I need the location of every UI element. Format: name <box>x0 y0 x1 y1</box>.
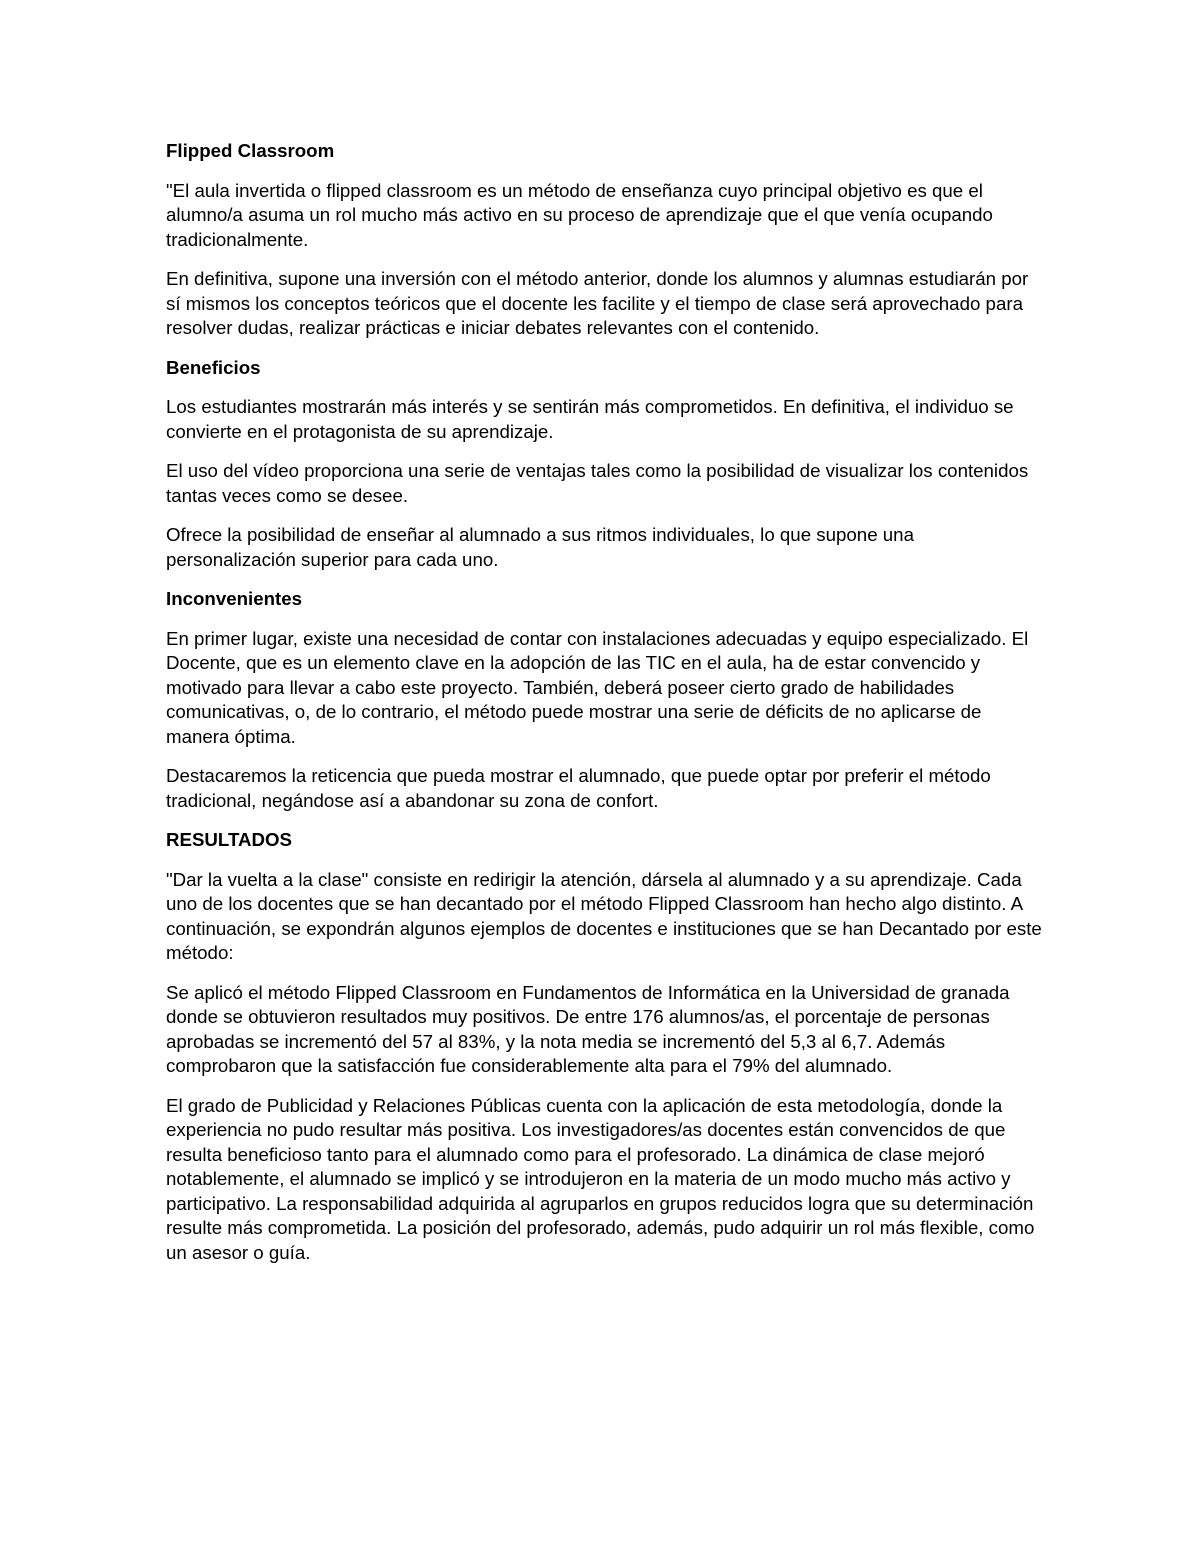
document-title: Flipped Classroom <box>166 140 335 161</box>
inconvenientes-paragraph-1: En primer lugar, existe una necesidad de contar con instalaciones adecuadas y equipo especializado. El Docente, que es un elemento clave en la adopción de las TIC en el aula, ha de estar convencido y motivado para llevar a cabo este proyecto. También, deberá poseer cierto grado de habilidades comunicativas, o, de lo contrario, el método puede mostrar una serie de déficits de no aplicarse de manera óptima. <box>166 627 1029 747</box>
beneficios-paragraph-2: El uso del vídeo proporciona una serie de ventajas tales como la posibilidad de visualizar los contenidos tantas veces como se desee. <box>166 460 1029 506</box>
resultados-paragraph-1: "Dar la vuelta a la clase" consiste en redirigir la atención, dársela al alumnado y a su aprendizaje. Cada uno de los docentes que se han decantado por el método Flipped Classroom han hecho algo distinto. A continuación, se expondrán algunos ejemplos de docentes e instituciones que se han Decantado por este método: <box>166 868 1042 963</box>
resultados-heading: RESULTADOS <box>166 829 292 850</box>
beneficios-heading: Beneficios <box>166 356 261 378</box>
inconvenientes-paragraph-2: Destacaremos la reticencia que pueda mostrar el alumnado, que puede optar por preferir el método tradicional, negándose así a abandonar su zona de confort. <box>166 765 991 811</box>
beneficios-paragraph-3: Ofrece la posibilidad de enseñar al alumnado a sus ritmos individuales, lo que supone una personalización superior para cada uno. <box>166 524 914 570</box>
intro-paragraph-2: En definitiva, supone una inversión con el método anterior, donde los alumnos y alumnas estudiarán por sí mismos los conceptos teóricos que el docente les facilite y el tiempo de clase será aprovechado para resolver dudas, realizar prácticas e iniciar debates relevantes con el contenido. <box>166 268 1029 338</box>
document-page <box>166 139 1046 1280</box>
inconvenientes-heading: Inconvenientes <box>166 588 303 609</box>
beneficios-paragraph-1: Los estudiantes mostrarán más interés y se sentirán más comprometidos. En definitiva, el individuo se convierte en el protagonista de su aprendizaje. <box>166 396 1014 442</box>
resultados-paragraph-2: Se aplicó el método Flipped Classroom en Fundamentos de Informática en la Universidad de granada donde se obtuvieron resultados muy positivos. De entre 176 alumnos/as, el porcentaje de personas aprobadas se incrementó del 57 al 83%, y la nota media se incrementó del 5,3 al 6,7. Además comprobaron que la satisfacción fue considerablemente alta para el 79% del alumnado. <box>166 981 1010 1076</box>
intro-paragraph-1: "El aula invertida o flipped classroom es un método de enseñanza cuyo principal objetivo es que el alumno/a asuma un rol mucho más activo en su proceso de aprendizaje que el que venía ocupando tradicionalmente. <box>166 179 993 250</box>
resultados-paragraph-3: El grado de Publicidad y Relaciones Públicas cuenta con la aplicación de esta metodología, donde la experiencia no pudo resultar más positiva. Los investigadores/as docentes están convencidos de que resulta beneficioso tanto para el alumnado como para el profesorado. La dinámica de clase mejoró notablemente, el alumnado se implicó y se introdujeron en la materia de un modo mucho más activo y participativo. La responsabilidad adquirida al agruparlos en grupos reducidos logra que su determinación resulte más comprometida. La posición del profesorado, además, pudo adquirir un rol más flexible, como un asesor o guía. <box>166 1094 1035 1263</box>
